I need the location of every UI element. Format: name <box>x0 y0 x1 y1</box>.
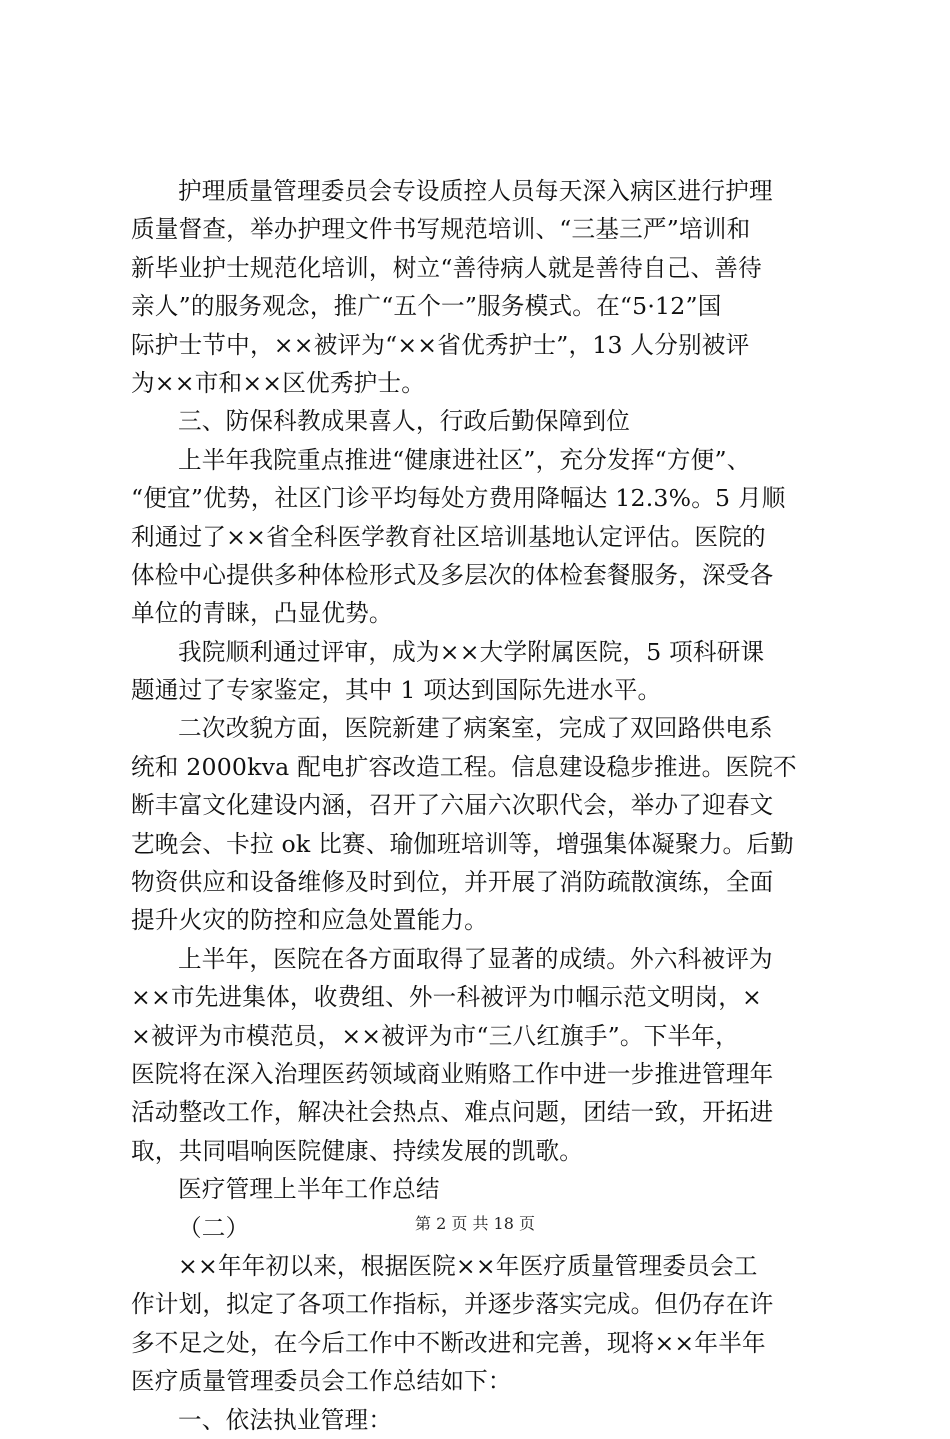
text-line: 新毕业护士规范化培训，树立“善待病人就是善待自己、善待 <box>131 253 762 282</box>
page-footer: 第 2 页 共 18 页 <box>415 1214 535 1233</box>
text-line: 作计划，拟定了各项工作指标，并逐步落实完成。但仍存在许 <box>131 1290 774 1319</box>
text-line: 题通过了专家鉴定，其中 1 项达到国际先进水平。 <box>131 676 662 705</box>
text-line: 护理质量管理委员会专设质控人员每天深入病区进行护理 <box>178 177 773 205</box>
text-line: 上半年我院重点推进“健康进社区”，充分发挥“方便”、 <box>178 445 751 474</box>
text-line: 际护士节中，××被评为“××省优秀护士”，13 人分别被评 <box>131 330 750 359</box>
text-line: ××年年初以来，根据医院××年医疗质量管理委员会工 <box>178 1251 758 1280</box>
text-line: ×被评为市模范员，××被评为市“三八红旗手”。下半年， <box>131 1021 739 1050</box>
text-line: 断丰富文化建设内涵，召开了六届六次职代会，举办了迎春文 <box>131 791 774 820</box>
text-line: 艺晚会、卡拉 ok 比赛、瑜伽班培训等，增强集体凝聚力。后勤 <box>131 829 794 858</box>
text-line: 上半年，医院在各方面取得了显著的成绩。外六科被评为 <box>178 944 773 973</box>
text-line: 取，共同唱响医院健康、持续发展的凯歌。 <box>131 1136 584 1165</box>
text-line: 物资供应和设备维修及时到位，并开展了消防疏散演练，全面 <box>131 868 774 897</box>
text-line: 体检中心提供多种体检形式及多层次的体检套餐服务，深受各 <box>131 560 774 589</box>
text-line: 提升火灾的防控和应急处置能力。 <box>131 906 488 935</box>
text-line: 为××市和××区优秀护士。 <box>131 368 426 397</box>
text-line: 统和 2000kva 配电扩容改造工程。信息建设稳步推进。医院不 <box>131 752 797 781</box>
text-line: 我院顺利通过评审，成为××大学附属医院，5 项科研课 <box>178 637 765 666</box>
text-line: 活动整改工作，解决社会热点、难点问题，团结一致，开拓进 <box>131 1098 774 1127</box>
text-line: 单位的青睐，凸显优势。 <box>131 599 393 628</box>
text-line: 亲人”的服务观念，推广“五个一”服务模式。在“5·12”国 <box>131 292 722 321</box>
text-line: 一、依法执业管理： <box>178 1405 393 1434</box>
text-line: 医疗管理上半年工作总结 <box>178 1175 440 1204</box>
text-line: “便宜”优势，社区门诊平均每处方费用降幅达 12.3%。5 月顺 <box>131 484 786 513</box>
text-line: 质量督查，举办护理文件书写规范培训、“三基三严”培训和 <box>131 215 751 244</box>
text-line: 医院将在深入治理医药领域商业贿赂工作中进一步推进管理年 <box>131 1059 774 1088</box>
text-line: 医疗质量管理委员会工作总结如下： <box>131 1367 512 1396</box>
text-line: （二） <box>178 1213 250 1242</box>
text-line: 利通过了××省全科医学教育社区培训基地认定评估。医院的 <box>131 522 766 551</box>
text-line: 三、防保科教成果喜人，行政后勤保障到位 <box>178 407 631 436</box>
text-line: 二次改貌方面，医院新建了病案室，完成了双回路供电系 <box>178 714 773 743</box>
text-line: ××市先进集体，收费组、外一科被评为巾帼示范文明岗，× <box>131 983 762 1012</box>
document-body <box>131 172 831 1439</box>
text-line: 多不足之处，在今后工作中不断改进和完善，现将××年半年 <box>131 1328 766 1357</box>
